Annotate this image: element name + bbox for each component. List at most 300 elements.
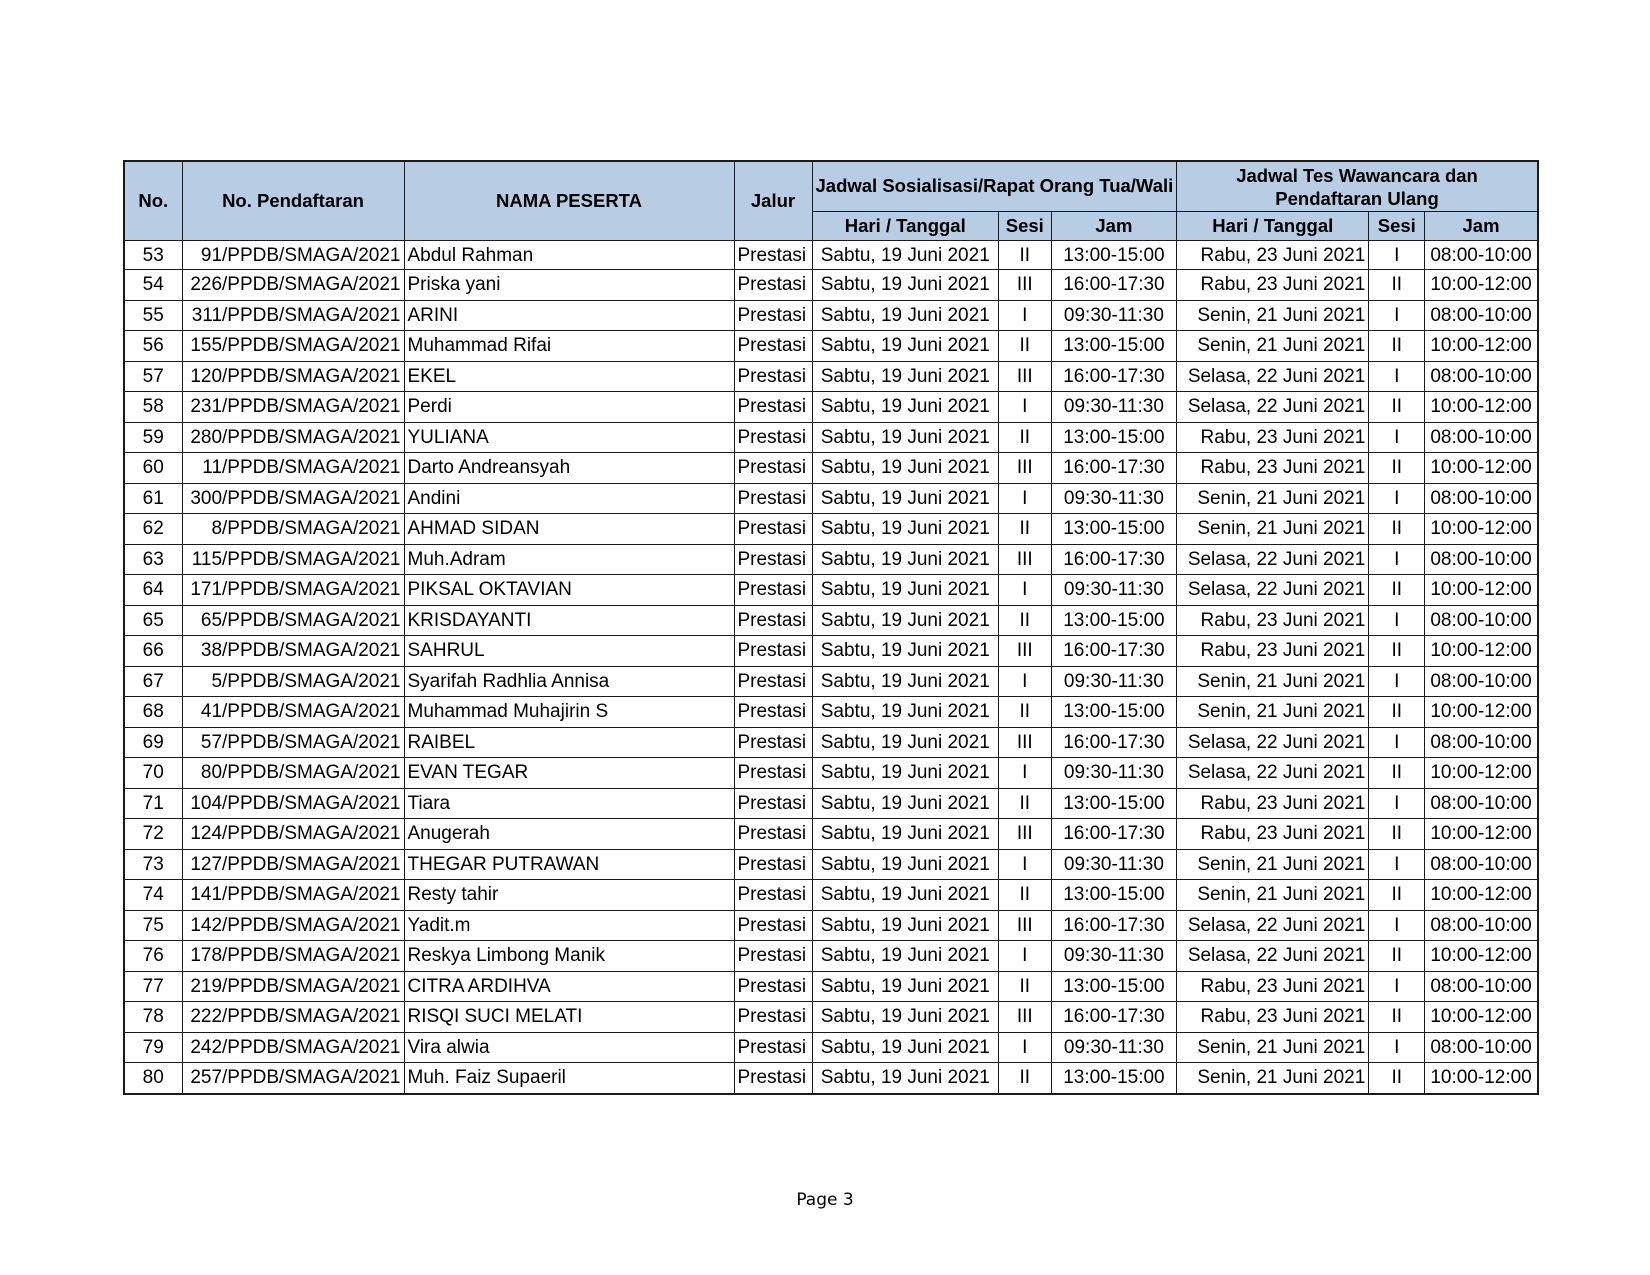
- cell-sesi-tes: II: [1369, 270, 1425, 301]
- cell-nama-peserta: Darto Andreansyah: [404, 453, 734, 484]
- cell-jalur: Prestasi: [734, 241, 812, 270]
- cell-hari-tanggal-tes: Senin, 21 Juni 2021: [1177, 666, 1369, 697]
- cell-no: 75: [124, 910, 182, 941]
- cell-nama-peserta: RAIBEL: [404, 727, 734, 758]
- cell-hari-tanggal-tes: Rabu, 23 Juni 2021: [1177, 1002, 1369, 1033]
- cell-no-pendaftaran: 124/PPDB/SMAGA/2021: [182, 819, 404, 850]
- cell-hari-tanggal-tes: Selasa, 22 Juni 2021: [1177, 392, 1369, 423]
- cell-hari-tanggal-tes: Senin, 21 Juni 2021: [1177, 880, 1369, 911]
- cell-jalur: Prestasi: [734, 1002, 812, 1033]
- cell-hari-tanggal-sosialisasi: Sabtu, 19 Juni 2021: [812, 636, 999, 667]
- cell-jalur: Prestasi: [734, 575, 812, 606]
- cell-hari-tanggal-tes: Senin, 21 Juni 2021: [1177, 331, 1369, 362]
- cell-nama-peserta: Resty tahir: [404, 880, 734, 911]
- cell-hari-tanggal-tes: Rabu, 23 Juni 2021: [1177, 819, 1369, 850]
- cell-hari-tanggal-tes: Selasa, 22 Juni 2021: [1177, 727, 1369, 758]
- cell-hari-tanggal-sosialisasi: Sabtu, 19 Juni 2021: [812, 392, 999, 423]
- table-row: [124, 241, 1538, 270]
- cell-sesi-tes: I: [1369, 422, 1425, 453]
- cell-no: 55: [124, 300, 182, 331]
- cell-jam-tes: 08:00-10:00: [1425, 361, 1538, 392]
- cell-no-pendaftaran: 65/PPDB/SMAGA/2021: [182, 605, 404, 636]
- cell-jalur: Prestasi: [734, 544, 812, 575]
- cell-sesi-tes: I: [1369, 544, 1425, 575]
- cell-nama-peserta: YULIANA: [404, 422, 734, 453]
- cell-jalur: Prestasi: [734, 727, 812, 758]
- cell-sesi-sosialisasi: III: [999, 636, 1052, 667]
- cell-jam-sosialisasi: 09:30-11:30: [1051, 300, 1177, 331]
- table-row: [124, 605, 1538, 636]
- cell-no-pendaftaran: 142/PPDB/SMAGA/2021: [182, 910, 404, 941]
- cell-jam-sosialisasi: 16:00-17:30: [1051, 544, 1177, 575]
- cell-hari-tanggal-tes: Rabu, 23 Juni 2021: [1177, 453, 1369, 484]
- cell-hari-tanggal-sosialisasi: Sabtu, 19 Juni 2021: [812, 788, 999, 819]
- cell-jam-sosialisasi: 13:00-15:00: [1051, 1063, 1177, 1094]
- cell-sesi-sosialisasi: II: [999, 241, 1052, 270]
- cell-no-pendaftaran: 91/PPDB/SMAGA/2021: [182, 241, 404, 270]
- cell-no: 58: [124, 392, 182, 423]
- cell-jam-tes: 10:00-12:00: [1425, 941, 1538, 972]
- table-body: [124, 241, 1538, 1094]
- cell-sesi-tes: II: [1369, 1063, 1425, 1094]
- cell-sesi-sosialisasi: II: [999, 605, 1052, 636]
- cell-jam-sosialisasi: 13:00-15:00: [1051, 697, 1177, 728]
- cell-jam-sosialisasi: 09:30-11:30: [1051, 758, 1177, 789]
- cell-sesi-tes: II: [1369, 941, 1425, 972]
- cell-no: 79: [124, 1032, 182, 1063]
- cell-no-pendaftaran: 178/PPDB/SMAGA/2021: [182, 941, 404, 972]
- table-row: [124, 1063, 1538, 1094]
- cell-jam-sosialisasi: 09:30-11:30: [1051, 666, 1177, 697]
- cell-no: 73: [124, 849, 182, 880]
- cell-jalur: Prestasi: [734, 361, 812, 392]
- cell-sesi-sosialisasi: II: [999, 1063, 1052, 1094]
- cell-hari-tanggal-tes: Rabu, 23 Juni 2021: [1177, 636, 1369, 667]
- table-row: [124, 971, 1538, 1002]
- cell-hari-tanggal-tes: Rabu, 23 Juni 2021: [1177, 241, 1369, 270]
- cell-sesi-sosialisasi: I: [999, 666, 1052, 697]
- cell-sesi-sosialisasi: I: [999, 300, 1052, 331]
- cell-jam-sosialisasi: 13:00-15:00: [1051, 422, 1177, 453]
- cell-hari-tanggal-sosialisasi: Sabtu, 19 Juni 2021: [812, 241, 999, 270]
- cell-hari-tanggal-sosialisasi: Sabtu, 19 Juni 2021: [812, 300, 999, 331]
- cell-no: 80: [124, 1063, 182, 1094]
- cell-jam-tes: 08:00-10:00: [1425, 300, 1538, 331]
- cell-sesi-tes: I: [1369, 1032, 1425, 1063]
- cell-sesi-tes: I: [1369, 605, 1425, 636]
- cell-jam-tes: 08:00-10:00: [1425, 544, 1538, 575]
- cell-hari-tanggal-sosialisasi: Sabtu, 19 Juni 2021: [812, 544, 999, 575]
- cell-no-pendaftaran: 127/PPDB/SMAGA/2021: [182, 849, 404, 880]
- table-row: [124, 453, 1538, 484]
- cell-sesi-sosialisasi: I: [999, 483, 1052, 514]
- cell-sesi-tes: I: [1369, 971, 1425, 1002]
- cell-jalur: Prestasi: [734, 392, 812, 423]
- cell-nama-peserta: SAHRUL: [404, 636, 734, 667]
- cell-jalur: Prestasi: [734, 605, 812, 636]
- table-row: [124, 361, 1538, 392]
- cell-jam-sosialisasi: 09:30-11:30: [1051, 483, 1177, 514]
- cell-nama-peserta: Abdul Rahman: [404, 241, 734, 270]
- cell-jam-sosialisasi: 09:30-11:30: [1051, 941, 1177, 972]
- cell-jam-tes: 08:00-10:00: [1425, 605, 1538, 636]
- cell-jam-sosialisasi: 13:00-15:00: [1051, 241, 1177, 270]
- header-group-sosialisasi: Jadwal Sosialisasi/Rapat Orang Tua/Wali: [812, 161, 1177, 212]
- cell-no-pendaftaran: 311/PPDB/SMAGA/2021: [182, 300, 404, 331]
- cell-nama-peserta: Muh. Faiz Supaeril: [404, 1063, 734, 1094]
- cell-sesi-tes: II: [1369, 453, 1425, 484]
- cell-hari-tanggal-tes: Senin, 21 Juni 2021: [1177, 849, 1369, 880]
- cell-no-pendaftaran: 8/PPDB/SMAGA/2021: [182, 514, 404, 545]
- cell-hari-tanggal-tes: Senin, 21 Juni 2021: [1177, 1032, 1369, 1063]
- table-row: [124, 575, 1538, 606]
- cell-no: 65: [124, 605, 182, 636]
- cell-no: 56: [124, 331, 182, 362]
- cell-nama-peserta: AHMAD SIDAN: [404, 514, 734, 545]
- header-jam-1: Jam: [1051, 212, 1177, 241]
- cell-jalur: Prestasi: [734, 941, 812, 972]
- cell-hari-tanggal-sosialisasi: Sabtu, 19 Juni 2021: [812, 575, 999, 606]
- cell-nama-peserta: Muhammad Muhajirin S: [404, 697, 734, 728]
- cell-sesi-sosialisasi: II: [999, 514, 1052, 545]
- cell-no: 62: [124, 514, 182, 545]
- table-row: [124, 880, 1538, 911]
- table-row: [124, 666, 1538, 697]
- cell-sesi-sosialisasi: II: [999, 788, 1052, 819]
- cell-no: 68: [124, 697, 182, 728]
- table-row: [124, 636, 1538, 667]
- table-row: [124, 483, 1538, 514]
- cell-sesi-sosialisasi: III: [999, 270, 1052, 301]
- cell-sesi-tes: II: [1369, 514, 1425, 545]
- cell-nama-peserta: Syarifah Radhlia Annisa: [404, 666, 734, 697]
- cell-sesi-tes: II: [1369, 575, 1425, 606]
- cell-no: 63: [124, 544, 182, 575]
- cell-sesi-sosialisasi: II: [999, 697, 1052, 728]
- cell-nama-peserta: Muh.Adram: [404, 544, 734, 575]
- cell-jam-sosialisasi: 13:00-15:00: [1051, 331, 1177, 362]
- cell-hari-tanggal-sosialisasi: Sabtu, 19 Juni 2021: [812, 941, 999, 972]
- table-row: [124, 1002, 1538, 1033]
- cell-hari-tanggal-sosialisasi: Sabtu, 19 Juni 2021: [812, 1063, 999, 1094]
- cell-nama-peserta: Anugerah: [404, 819, 734, 850]
- cell-sesi-tes: I: [1369, 788, 1425, 819]
- cell-no: 66: [124, 636, 182, 667]
- header-hari-tanggal-1: Hari / Tanggal: [812, 212, 999, 241]
- cell-nama-peserta: ARINI: [404, 300, 734, 331]
- cell-hari-tanggal-tes: Senin, 21 Juni 2021: [1177, 697, 1369, 728]
- cell-no-pendaftaran: 171/PPDB/SMAGA/2021: [182, 575, 404, 606]
- table-row: [124, 1032, 1538, 1063]
- cell-jam-tes: 10:00-12:00: [1425, 819, 1538, 850]
- cell-sesi-tes: I: [1369, 849, 1425, 880]
- table-row: [124, 331, 1538, 362]
- cell-no-pendaftaran: 257/PPDB/SMAGA/2021: [182, 1063, 404, 1094]
- cell-hari-tanggal-sosialisasi: Sabtu, 19 Juni 2021: [812, 422, 999, 453]
- cell-jalur: Prestasi: [734, 300, 812, 331]
- cell-no: 59: [124, 422, 182, 453]
- cell-no-pendaftaran: 11/PPDB/SMAGA/2021: [182, 453, 404, 484]
- cell-hari-tanggal-tes: Selasa, 22 Juni 2021: [1177, 910, 1369, 941]
- cell-hari-tanggal-tes: Senin, 21 Juni 2021: [1177, 300, 1369, 331]
- cell-no: 53: [124, 241, 182, 270]
- cell-jam-tes: 10:00-12:00: [1425, 697, 1538, 728]
- header-sesi-2: Sesi: [1369, 212, 1425, 241]
- cell-hari-tanggal-tes: Rabu, 23 Juni 2021: [1177, 422, 1369, 453]
- cell-no: 54: [124, 270, 182, 301]
- cell-sesi-sosialisasi: II: [999, 422, 1052, 453]
- table-row: [124, 849, 1538, 880]
- cell-jam-sosialisasi: 13:00-15:00: [1051, 971, 1177, 1002]
- cell-sesi-tes: II: [1369, 636, 1425, 667]
- cell-jalur: Prestasi: [734, 1063, 812, 1094]
- cell-jalur: Prestasi: [734, 880, 812, 911]
- cell-jam-tes: 08:00-10:00: [1425, 971, 1538, 1002]
- cell-nama-peserta: PIKSAL OKTAVIAN: [404, 575, 734, 606]
- cell-jalur: Prestasi: [734, 453, 812, 484]
- cell-jalur: Prestasi: [734, 697, 812, 728]
- cell-sesi-tes: I: [1369, 910, 1425, 941]
- cell-no-pendaftaran: 222/PPDB/SMAGA/2021: [182, 1002, 404, 1033]
- cell-no-pendaftaran: 120/PPDB/SMAGA/2021: [182, 361, 404, 392]
- cell-hari-tanggal-sosialisasi: Sabtu, 19 Juni 2021: [812, 849, 999, 880]
- cell-sesi-sosialisasi: I: [999, 575, 1052, 606]
- cell-sesi-sosialisasi: II: [999, 331, 1052, 362]
- cell-jam-sosialisasi: 13:00-15:00: [1051, 514, 1177, 545]
- cell-jalur: Prestasi: [734, 483, 812, 514]
- cell-nama-peserta: KRISDAYANTI: [404, 605, 734, 636]
- cell-sesi-sosialisasi: III: [999, 727, 1052, 758]
- cell-jalur: Prestasi: [734, 819, 812, 850]
- cell-sesi-tes: I: [1369, 241, 1425, 270]
- cell-no: 72: [124, 819, 182, 850]
- table-row: [124, 544, 1538, 575]
- table-row: [124, 300, 1538, 331]
- cell-sesi-tes: I: [1369, 483, 1425, 514]
- cell-hari-tanggal-sosialisasi: Sabtu, 19 Juni 2021: [812, 483, 999, 514]
- cell-sesi-sosialisasi: I: [999, 941, 1052, 972]
- cell-jam-sosialisasi: 09:30-11:30: [1051, 392, 1177, 423]
- header-nama-peserta: NAMA PESERTA: [404, 161, 734, 241]
- cell-jam-tes: 10:00-12:00: [1425, 575, 1538, 606]
- table-row: [124, 422, 1538, 453]
- cell-no-pendaftaran: 80/PPDB/SMAGA/2021: [182, 758, 404, 789]
- cell-jam-sosialisasi: 16:00-17:30: [1051, 453, 1177, 484]
- cell-sesi-tes: II: [1369, 819, 1425, 850]
- cell-jalur: Prestasi: [734, 971, 812, 1002]
- cell-jam-tes: 10:00-12:00: [1425, 636, 1538, 667]
- cell-hari-tanggal-sosialisasi: Sabtu, 19 Juni 2021: [812, 910, 999, 941]
- cell-no: 64: [124, 575, 182, 606]
- cell-no-pendaftaran: 104/PPDB/SMAGA/2021: [182, 788, 404, 819]
- cell-jam-tes: 08:00-10:00: [1425, 1032, 1538, 1063]
- cell-sesi-tes: II: [1369, 758, 1425, 789]
- cell-no: 77: [124, 971, 182, 1002]
- cell-sesi-sosialisasi: I: [999, 758, 1052, 789]
- cell-sesi-tes: II: [1369, 697, 1425, 728]
- cell-hari-tanggal-sosialisasi: Sabtu, 19 Juni 2021: [812, 270, 999, 301]
- cell-nama-peserta: Reskya Limbong Manik: [404, 941, 734, 972]
- cell-no-pendaftaran: 57/PPDB/SMAGA/2021: [182, 727, 404, 758]
- cell-sesi-sosialisasi: III: [999, 1002, 1052, 1033]
- cell-nama-peserta: Muhammad Rifai: [404, 331, 734, 362]
- cell-no: 70: [124, 758, 182, 789]
- cell-hari-tanggal-tes: Senin, 21 Juni 2021: [1177, 483, 1369, 514]
- cell-jam-tes: 08:00-10:00: [1425, 483, 1538, 514]
- table-row: [124, 788, 1538, 819]
- cell-sesi-sosialisasi: I: [999, 849, 1052, 880]
- cell-jam-tes: 10:00-12:00: [1425, 1063, 1538, 1094]
- table-row: [124, 758, 1538, 789]
- cell-jalur: Prestasi: [734, 849, 812, 880]
- cell-jam-tes: 08:00-10:00: [1425, 422, 1538, 453]
- cell-hari-tanggal-sosialisasi: Sabtu, 19 Juni 2021: [812, 971, 999, 1002]
- cell-jam-sosialisasi: 16:00-17:30: [1051, 727, 1177, 758]
- cell-jam-tes: 10:00-12:00: [1425, 758, 1538, 789]
- cell-sesi-sosialisasi: II: [999, 971, 1052, 1002]
- cell-sesi-tes: I: [1369, 300, 1425, 331]
- cell-sesi-sosialisasi: III: [999, 453, 1052, 484]
- table-header: [124, 161, 1538, 241]
- cell-no: 60: [124, 453, 182, 484]
- cell-jam-tes: 10:00-12:00: [1425, 453, 1538, 484]
- cell-jam-sosialisasi: 09:30-11:30: [1051, 1032, 1177, 1063]
- cell-hari-tanggal-sosialisasi: Sabtu, 19 Juni 2021: [812, 819, 999, 850]
- cell-jam-tes: 10:00-12:00: [1425, 514, 1538, 545]
- cell-hari-tanggal-tes: Selasa, 22 Juni 2021: [1177, 544, 1369, 575]
- table-row: [124, 910, 1538, 941]
- cell-no: 61: [124, 483, 182, 514]
- cell-jam-tes: 08:00-10:00: [1425, 666, 1538, 697]
- cell-sesi-sosialisasi: II: [999, 880, 1052, 911]
- cell-no-pendaftaran: 280/PPDB/SMAGA/2021: [182, 422, 404, 453]
- cell-jam-sosialisasi: 09:30-11:30: [1051, 849, 1177, 880]
- cell-nama-peserta: CITRA ARDIHVA: [404, 971, 734, 1002]
- cell-no: 69: [124, 727, 182, 758]
- cell-jam-tes: 08:00-10:00: [1425, 241, 1538, 270]
- cell-no-pendaftaran: 155/PPDB/SMAGA/2021: [182, 331, 404, 362]
- cell-no: 76: [124, 941, 182, 972]
- cell-hari-tanggal-tes: Rabu, 23 Juni 2021: [1177, 788, 1369, 819]
- cell-jam-tes: 08:00-10:00: [1425, 788, 1538, 819]
- header-no-pendaftaran: No. Pendaftaran: [182, 161, 404, 241]
- cell-nama-peserta: RISQI SUCI MELATI: [404, 1002, 734, 1033]
- schedule-table: [123, 160, 1539, 1095]
- cell-hari-tanggal-tes: Selasa, 22 Juni 2021: [1177, 941, 1369, 972]
- cell-nama-peserta: Tiara: [404, 788, 734, 819]
- cell-no: 78: [124, 1002, 182, 1033]
- table-row: [124, 697, 1538, 728]
- cell-jam-tes: 08:00-10:00: [1425, 849, 1538, 880]
- cell-sesi-tes: II: [1369, 880, 1425, 911]
- cell-hari-tanggal-sosialisasi: Sabtu, 19 Juni 2021: [812, 697, 999, 728]
- cell-no-pendaftaran: 115/PPDB/SMAGA/2021: [182, 544, 404, 575]
- table-row: [124, 270, 1538, 301]
- cell-jam-sosialisasi: 16:00-17:30: [1051, 361, 1177, 392]
- cell-jam-sosialisasi: 16:00-17:30: [1051, 636, 1177, 667]
- cell-nama-peserta: Priska yani: [404, 270, 734, 301]
- cell-nama-peserta: Perdi: [404, 392, 734, 423]
- cell-jalur: Prestasi: [734, 331, 812, 362]
- cell-no-pendaftaran: 141/PPDB/SMAGA/2021: [182, 880, 404, 911]
- cell-hari-tanggal-sosialisasi: Sabtu, 19 Juni 2021: [812, 1032, 999, 1063]
- cell-no-pendaftaran: 41/PPDB/SMAGA/2021: [182, 697, 404, 728]
- cell-jalur: Prestasi: [734, 788, 812, 819]
- cell-jalur: Prestasi: [734, 422, 812, 453]
- cell-jalur: Prestasi: [734, 514, 812, 545]
- header-group-tes: Jadwal Tes Wawancara dan Pendaftaran Ulang: [1177, 161, 1538, 212]
- cell-hari-tanggal-sosialisasi: Sabtu, 19 Juni 2021: [812, 880, 999, 911]
- cell-no-pendaftaran: 5/PPDB/SMAGA/2021: [182, 666, 404, 697]
- cell-hari-tanggal-sosialisasi: Sabtu, 19 Juni 2021: [812, 666, 999, 697]
- cell-sesi-tes: II: [1369, 392, 1425, 423]
- cell-sesi-tes: II: [1369, 331, 1425, 362]
- cell-no: 71: [124, 788, 182, 819]
- table-row: [124, 819, 1538, 850]
- cell-sesi-sosialisasi: III: [999, 819, 1052, 850]
- cell-hari-tanggal-tes: Rabu, 23 Juni 2021: [1177, 270, 1369, 301]
- cell-jam-tes: 10:00-12:00: [1425, 392, 1538, 423]
- cell-jam-sosialisasi: 16:00-17:30: [1051, 270, 1177, 301]
- cell-hari-tanggal-sosialisasi: Sabtu, 19 Juni 2021: [812, 514, 999, 545]
- table-row: [124, 514, 1538, 545]
- cell-hari-tanggal-sosialisasi: Sabtu, 19 Juni 2021: [812, 1002, 999, 1033]
- cell-hari-tanggal-tes: Senin, 21 Juni 2021: [1177, 1063, 1369, 1094]
- cell-jam-tes: 10:00-12:00: [1425, 270, 1538, 301]
- cell-hari-tanggal-sosialisasi: Sabtu, 19 Juni 2021: [812, 331, 999, 362]
- page-number: Page 3: [796, 1190, 854, 1210]
- cell-sesi-tes: I: [1369, 361, 1425, 392]
- cell-sesi-tes: I: [1369, 727, 1425, 758]
- cell-jam-sosialisasi: 16:00-17:30: [1051, 1002, 1177, 1033]
- cell-jam-sosialisasi: 16:00-17:30: [1051, 819, 1177, 850]
- cell-sesi-sosialisasi: I: [999, 392, 1052, 423]
- cell-sesi-tes: I: [1369, 666, 1425, 697]
- cell-hari-tanggal-tes: Selasa, 22 Juni 2021: [1177, 361, 1369, 392]
- cell-nama-peserta: EKEL: [404, 361, 734, 392]
- header-jalur: Jalur: [734, 161, 812, 241]
- cell-jam-sosialisasi: 13:00-15:00: [1051, 880, 1177, 911]
- cell-hari-tanggal-sosialisasi: Sabtu, 19 Juni 2021: [812, 758, 999, 789]
- header-jam-2: Jam: [1425, 212, 1538, 241]
- cell-hari-tanggal-tes: Selasa, 22 Juni 2021: [1177, 758, 1369, 789]
- cell-sesi-sosialisasi: III: [999, 544, 1052, 575]
- cell-no: 57: [124, 361, 182, 392]
- cell-hari-tanggal-tes: Senin, 21 Juni 2021: [1177, 514, 1369, 545]
- cell-nama-peserta: Andini: [404, 483, 734, 514]
- header-sesi-1: Sesi: [999, 212, 1052, 241]
- cell-hari-tanggal-sosialisasi: Sabtu, 19 Juni 2021: [812, 605, 999, 636]
- cell-jalur: Prestasi: [734, 758, 812, 789]
- cell-nama-peserta: THEGAR PUTRAWAN: [404, 849, 734, 880]
- table-row: [124, 392, 1538, 423]
- cell-hari-tanggal-tes: Rabu, 23 Juni 2021: [1177, 971, 1369, 1002]
- cell-jam-sosialisasi: 16:00-17:30: [1051, 910, 1177, 941]
- header-no: No.: [124, 161, 182, 241]
- cell-jam-tes: 08:00-10:00: [1425, 910, 1538, 941]
- table-row: [124, 941, 1538, 972]
- cell-no-pendaftaran: 231/PPDB/SMAGA/2021: [182, 392, 404, 423]
- cell-nama-peserta: Yadit.m: [404, 910, 734, 941]
- cell-sesi-sosialisasi: I: [999, 1032, 1052, 1063]
- cell-no: 67: [124, 666, 182, 697]
- cell-hari-tanggal-sosialisasi: Sabtu, 19 Juni 2021: [812, 453, 999, 484]
- cell-nama-peserta: Vira alwia: [404, 1032, 734, 1063]
- cell-hari-tanggal-sosialisasi: Sabtu, 19 Juni 2021: [812, 727, 999, 758]
- cell-hari-tanggal-sosialisasi: Sabtu, 19 Juni 2021: [812, 361, 999, 392]
- cell-nama-peserta: EVAN TEGAR: [404, 758, 734, 789]
- header-hari-tanggal-2: Hari / Tanggal: [1177, 212, 1369, 241]
